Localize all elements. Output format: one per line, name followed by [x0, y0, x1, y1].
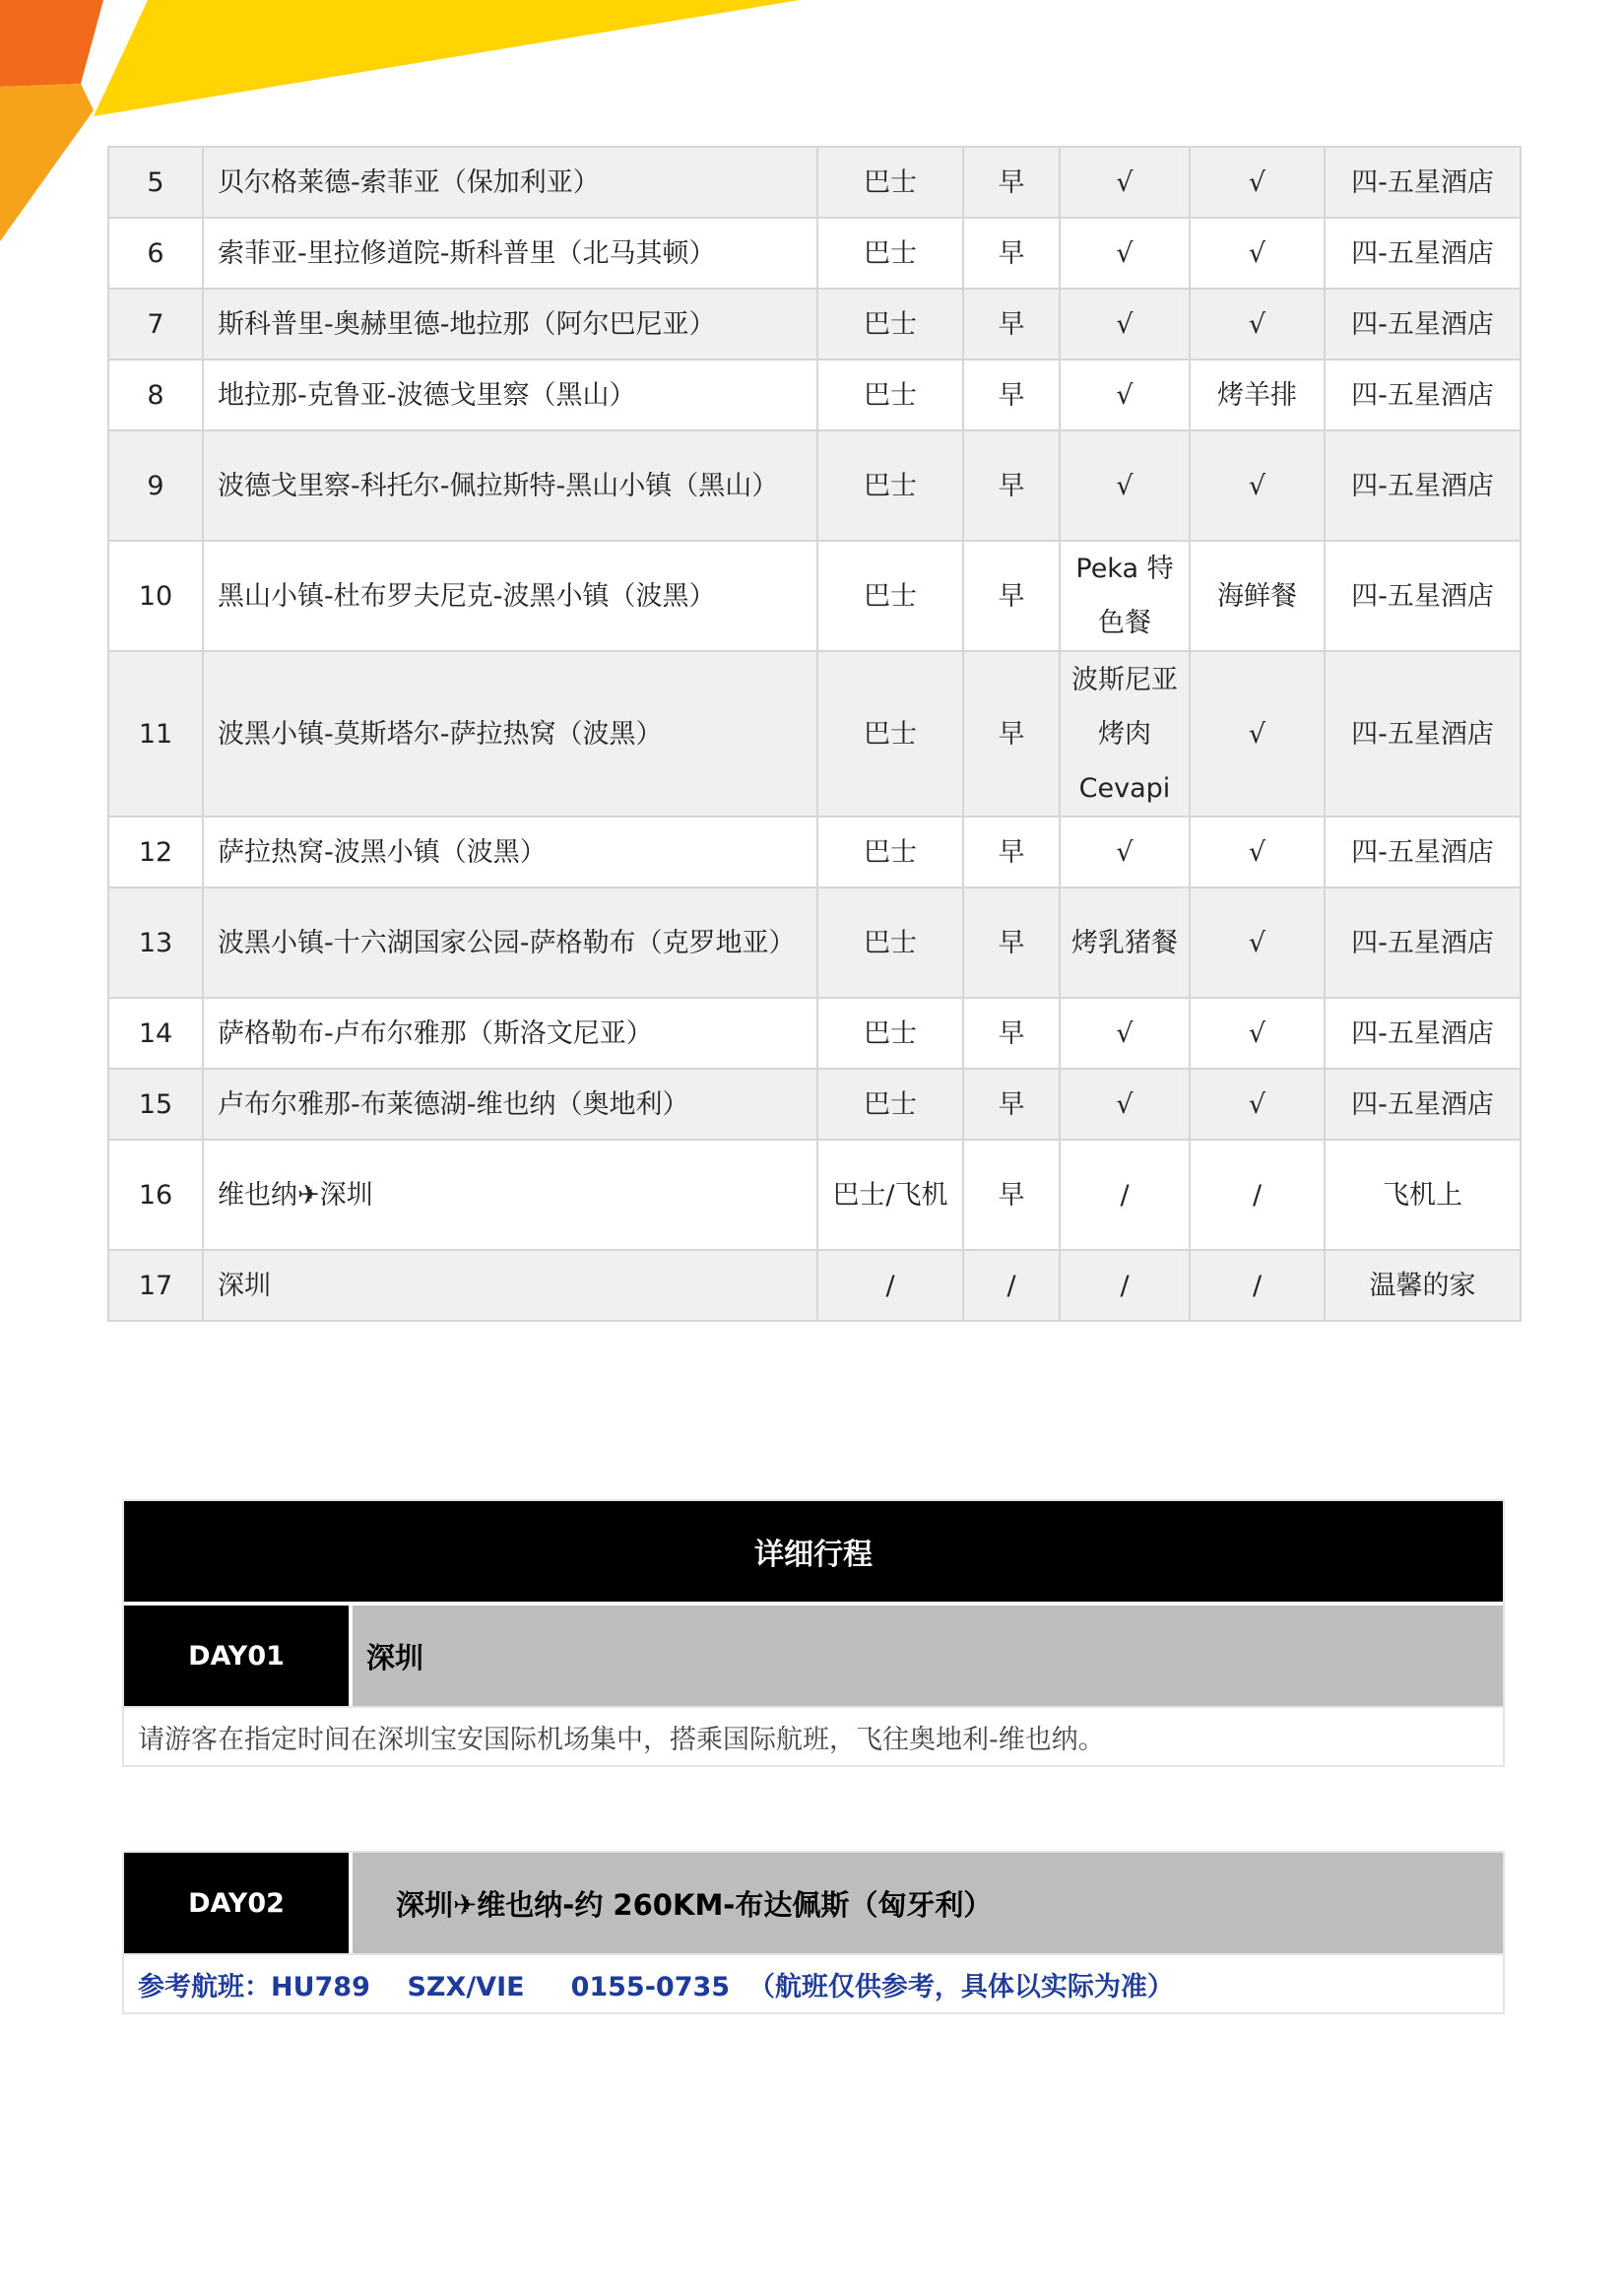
cell-dinner: √ [1190, 1069, 1325, 1140]
cell-lunch: / [1060, 1250, 1190, 1321]
cell-lunch: 烤乳猪餐 [1060, 887, 1190, 998]
cell-lunch: √ [1060, 1069, 1190, 1140]
cell-transport: 巴士 [817, 147, 963, 218]
cell-day: 12 [108, 817, 203, 887]
itinerary-table [107, 146, 1522, 1322]
cell-transport: 巴士 [817, 218, 963, 289]
table-row [108, 1069, 1521, 1140]
cell-route: 斯科普里-奥赫里德-地拉那（阿尔巴尼亚） [203, 289, 817, 360]
cell-breakfast: 早 [963, 360, 1060, 430]
cell-hotel: 四-五星酒店 [1325, 651, 1521, 817]
day02-title: 深圳✈维也纳-约 260KM-布达佩斯（匈牙利） [353, 1853, 1503, 1953]
table-row [108, 430, 1521, 541]
cell-breakfast: 早 [963, 887, 1060, 998]
cell-hotel: 四-五星酒店 [1325, 360, 1521, 430]
table-row [108, 360, 1521, 430]
cell-hotel: 飞机上 [1325, 1140, 1521, 1250]
cell-route: 贝尔格莱德-索菲亚（保加利亚） [203, 147, 817, 218]
cell-hotel: 四-五星酒店 [1325, 430, 1521, 541]
detail-section-day02 [122, 1851, 1505, 2014]
cell-transport: 巴士 [817, 360, 963, 430]
cell-breakfast: 早 [963, 289, 1060, 360]
cell-dinner: √ [1190, 817, 1325, 887]
cell-breakfast: 早 [963, 817, 1060, 887]
corner-shape-orange [0, 0, 103, 87]
day01-row [124, 1606, 1503, 1706]
cell-day: 17 [108, 1250, 203, 1321]
day02-label: DAY02 [124, 1853, 353, 1953]
cell-breakfast: 早 [963, 1069, 1060, 1140]
cell-lunch: √ [1060, 289, 1190, 360]
cell-day: 8 [108, 360, 203, 430]
table-row [108, 147, 1521, 218]
cell-route: 卢布尔雅那-布莱德湖-维也纳（奥地利） [203, 1069, 817, 1140]
cell-hotel: 四-五星酒店 [1325, 218, 1521, 289]
table-row [108, 651, 1521, 817]
detail-section-day01 [122, 1499, 1505, 1767]
cell-lunch: 波斯尼亚烤肉 Cevapi [1060, 651, 1190, 817]
corner-shape-amber [0, 84, 94, 241]
cell-transport: 巴士 [817, 651, 963, 817]
cell-dinner: √ [1190, 147, 1325, 218]
cell-route: 波德戈里察-科托尔-佩拉斯特-黑山小镇（黑山） [203, 430, 817, 541]
cell-transport: 巴士 [817, 998, 963, 1069]
cell-transport: 巴士/飞机 [817, 1140, 963, 1250]
cell-dinner: √ [1190, 651, 1325, 817]
cell-dinner: √ [1190, 998, 1325, 1069]
cell-dinner: √ [1190, 218, 1325, 289]
cell-dinner: / [1190, 1250, 1325, 1321]
cell-dinner: √ [1190, 289, 1325, 360]
table-row [108, 289, 1521, 360]
table-row [108, 998, 1521, 1069]
cell-hotel: 四-五星酒店 [1325, 887, 1521, 998]
cell-route: 深圳 [203, 1250, 817, 1321]
cell-transport: 巴士 [817, 887, 963, 998]
table-row [108, 1250, 1521, 1321]
cell-breakfast: 早 [963, 998, 1060, 1069]
day02-row [124, 1853, 1503, 1953]
detail-header: 详细行程 [124, 1501, 1503, 1606]
cell-route: 萨格勒布-卢布尔雅那（斯洛文尼亚） [203, 998, 817, 1069]
cell-transport: 巴士 [817, 1069, 963, 1140]
cell-day: 6 [108, 218, 203, 289]
cell-route: 黑山小镇-杜布罗夫尼克-波黑小镇（波黑） [203, 541, 817, 651]
itinerary-table-body [108, 147, 1521, 1321]
cell-transport: / [817, 1250, 963, 1321]
cell-lunch: √ [1060, 817, 1190, 887]
day01-title: 深圳 [353, 1606, 1503, 1706]
cell-dinner: 海鲜餐 [1190, 541, 1325, 651]
cell-lunch: √ [1060, 998, 1190, 1069]
cell-route: 索菲亚-里拉修道院-斯科普里（北马其顿） [203, 218, 817, 289]
cell-day: 16 [108, 1140, 203, 1250]
cell-lunch: / [1060, 1140, 1190, 1250]
cell-route: 萨拉热窝-波黑小镇（波黑） [203, 817, 817, 887]
cell-route: 波黑小镇-莫斯塔尔-萨拉热窝（波黑） [203, 651, 817, 817]
cell-route: 地拉那-克鲁亚-波德戈里察（黑山） [203, 360, 817, 430]
cell-lunch: √ [1060, 147, 1190, 218]
cell-breakfast: 早 [963, 541, 1060, 651]
cell-day: 7 [108, 289, 203, 360]
table-row [108, 817, 1521, 887]
cell-dinner: √ [1190, 887, 1325, 998]
cell-hotel: 四-五星酒店 [1325, 998, 1521, 1069]
table-row [108, 218, 1521, 289]
cell-hotel: 四-五星酒店 [1325, 147, 1521, 218]
cell-hotel: 四-五星酒店 [1325, 1069, 1521, 1140]
cell-transport: 巴士 [817, 430, 963, 541]
cell-day: 13 [108, 887, 203, 998]
cell-day: 9 [108, 430, 203, 541]
day01-description: 请游客在指定时间在深圳宝安国际机场集中，搭乘国际航班，飞往奥地利-维也纳。 [124, 1706, 1503, 1765]
cell-transport: 巴士 [817, 289, 963, 360]
cell-hotel: 四-五星酒店 [1325, 289, 1521, 360]
cell-day: 10 [108, 541, 203, 651]
cell-hotel: 温馨的家 [1325, 1250, 1521, 1321]
cell-lunch: Peka 特色餐 [1060, 541, 1190, 651]
cell-day: 15 [108, 1069, 203, 1140]
corner-shape-yellow [94, 0, 800, 116]
cell-day: 5 [108, 147, 203, 218]
table-row [108, 541, 1521, 651]
day01-label: DAY01 [124, 1606, 353, 1706]
cell-route: 维也纳✈深圳 [203, 1140, 817, 1250]
cell-breakfast: 早 [963, 430, 1060, 541]
cell-lunch: √ [1060, 360, 1190, 430]
table-row [108, 887, 1521, 998]
cell-route: 波黑小镇-十六湖国家公园-萨格勒布（克罗地亚） [203, 887, 817, 998]
cell-dinner: / [1190, 1140, 1325, 1250]
cell-breakfast: 早 [963, 218, 1060, 289]
cell-dinner: √ [1190, 430, 1325, 541]
day02-flight-reference: 参考航班：HU789 SZX/VIE 0155-0735 （航班仅供参考，具体以实际为准） [124, 1953, 1503, 2012]
cell-lunch: √ [1060, 430, 1190, 541]
cell-day: 11 [108, 651, 203, 817]
cell-transport: 巴士 [817, 817, 963, 887]
cell-hotel: 四-五星酒店 [1325, 541, 1521, 651]
cell-transport: 巴士 [817, 541, 963, 651]
cell-breakfast: 早 [963, 1140, 1060, 1250]
cell-hotel: 四-五星酒店 [1325, 817, 1521, 887]
cell-breakfast: / [963, 1250, 1060, 1321]
cell-breakfast: 早 [963, 651, 1060, 817]
table-row [108, 1140, 1521, 1250]
cell-lunch: √ [1060, 218, 1190, 289]
cell-breakfast: 早 [963, 147, 1060, 218]
cell-dinner: 烤羊排 [1190, 360, 1325, 430]
cell-day: 14 [108, 998, 203, 1069]
